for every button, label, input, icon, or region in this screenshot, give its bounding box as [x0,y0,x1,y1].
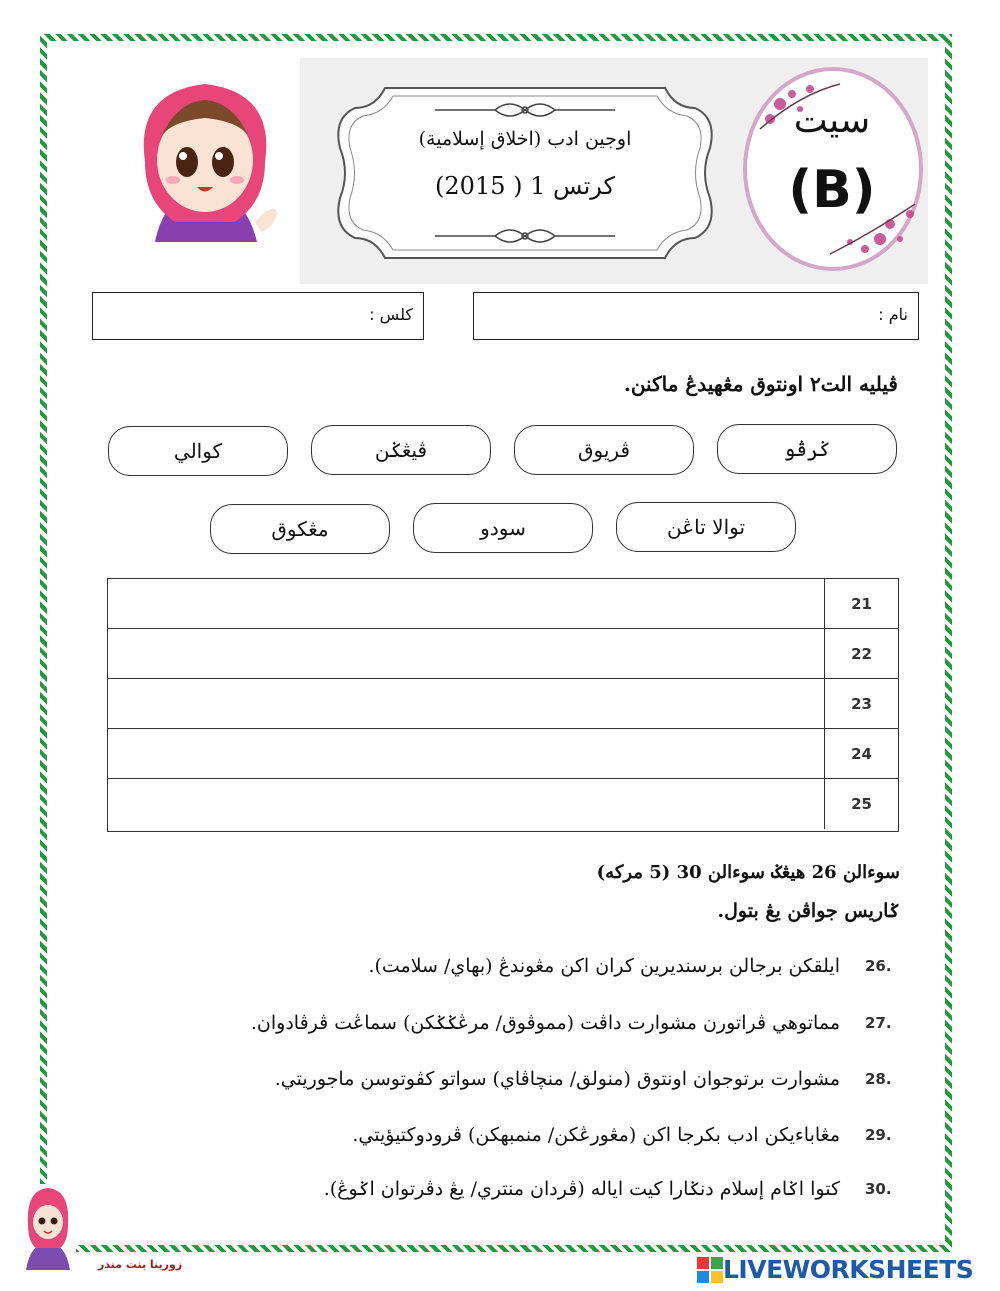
question-item [200,1178,905,1208]
section-a-instruction: ڤيليه الت٢ اونتوق مڠهيدڠ ماكنن. [623,372,898,396]
question-number: 28. [865,1070,892,1088]
question-item [200,1012,905,1042]
option-pill[interactable]: سودو [413,503,593,553]
question-number: 30. [865,1180,892,1198]
section-b-instruction: ݢاريس جواڤن يڠ بتول. [717,900,900,922]
liveworksheets-icon [697,1257,723,1283]
answer-cell[interactable] [108,579,824,628]
question-text[interactable]: ايلقكن برجالن برسنديرين كران اكن مڠوندڠ (بهاي/ سلامت). [368,955,840,977]
question-number: 23 [824,679,898,728]
name-field[interactable] [473,292,919,340]
question-item [200,1124,905,1154]
question-text[interactable]: كتوا اݢام إسلام دنݢارا كيت اياله (ڤردان منتري/ يڠ دڤرتوان اݢوڠ). [323,1178,840,1200]
option-pill[interactable]: كوالي [108,426,288,476]
question-number: 21 [824,579,898,628]
class-label: کلس : [369,305,413,324]
answer-cell[interactable] [108,779,824,829]
answer-table [107,578,899,832]
liveworksheets-brand: LIVEWORKSHEETS [723,1255,974,1284]
set-letter: (B) [788,160,876,220]
table-row [108,579,898,629]
table-row [108,729,898,779]
question-item [200,955,905,985]
answer-cell[interactable] [108,729,824,778]
question-item [200,1068,905,1098]
question-text[interactable]: مڠاباءيكن ادب بكرجا اكن (مڠورڠكن/ منمبهكن) ڤرودوكتيؤيتي. [352,1124,840,1146]
class-field[interactable] [92,292,424,340]
paper-title: کرتس 1 ( 2015) [435,172,615,200]
name-label: نام : [878,305,908,324]
question-number: 24 [824,729,898,778]
set-label: سيت [793,100,871,141]
question-number: 25 [824,779,898,829]
answer-cell[interactable] [108,679,824,728]
author-avatar [20,1184,76,1272]
option-pill[interactable]: مڠكوق [210,504,390,554]
table-row [108,679,898,729]
option-pill[interactable]: ݢرڤو [717,424,897,474]
option-pill[interactable]: ڤيڠݢن [311,425,491,475]
question-number: 29. [865,1126,892,1144]
question-text[interactable]: مماتوهي ڤراتورن مشوارت داڤت (مموڤوق/ مرڠݢݢكن) سماڠت ڤرڤادوان. [250,1012,840,1034]
question-text[interactable]: مشوارت برتوجوان اونتوق (منولق/ منچاڤاي) سواتو كڤوتوسن ماجوريتي. [274,1068,840,1090]
option-pill[interactable]: ڤريوق [514,425,694,475]
question-number: 22 [824,629,898,678]
section-b-heading: سوءالن 26 هيڠݢ سوءالن 30 (5 مرکه) [596,862,900,883]
subject-title: اوجين ادب (اخلاق إسلامية) [418,128,632,150]
answer-cell[interactable] [108,629,824,678]
hijab-girl-illustration [125,72,285,252]
option-pill[interactable]: توالا تاڠن [616,502,796,552]
table-row [108,779,898,829]
author-credit: زورينا بنت منذر [98,1258,183,1271]
table-row [108,629,898,679]
question-number: 26. [865,957,892,975]
liveworksheets-logo[interactable] [697,1255,973,1284]
question-number: 27. [865,1014,892,1032]
